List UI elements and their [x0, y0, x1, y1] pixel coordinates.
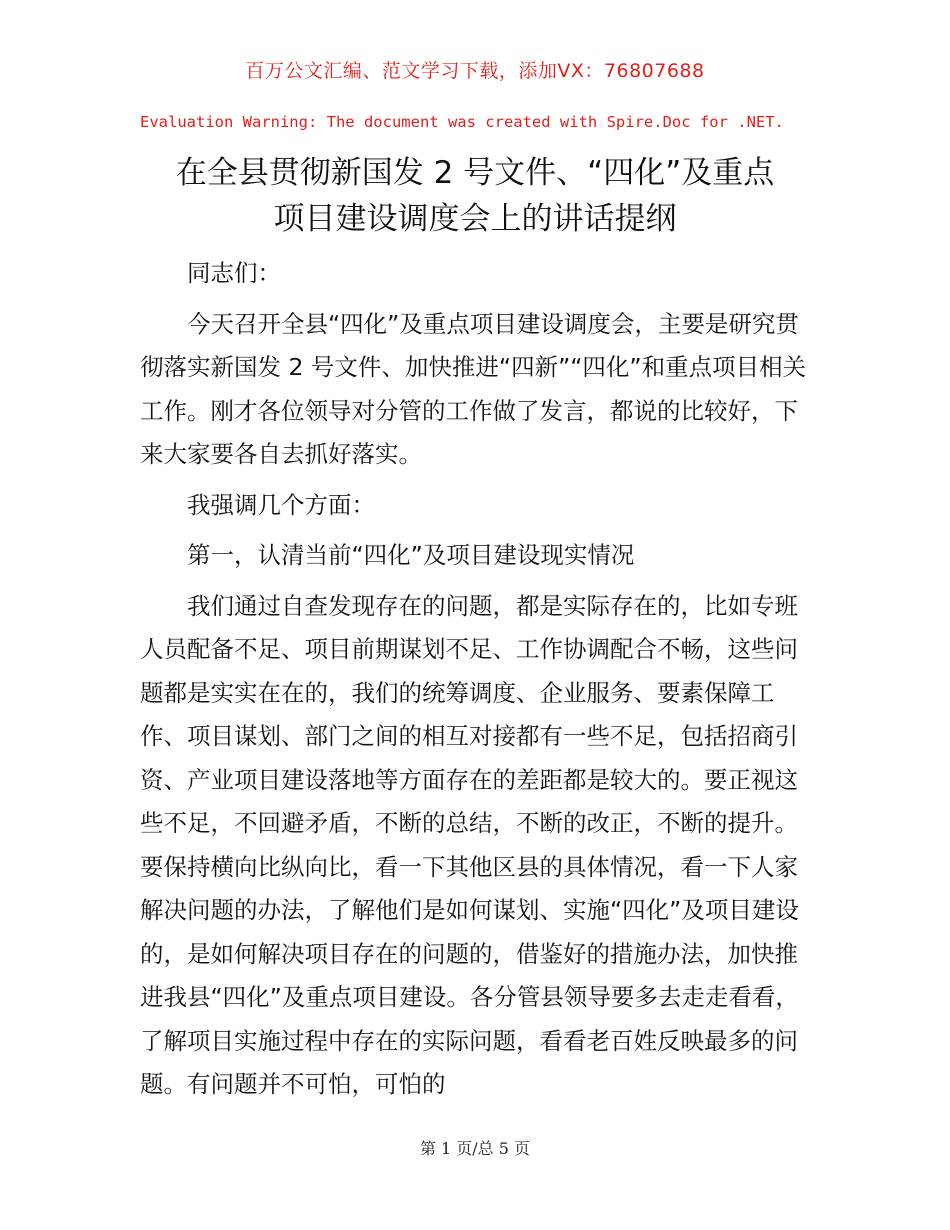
evaluation-warning: Evaluation Warning: The document was created with Spire.Doc for .NET.: [140, 113, 784, 131]
header-ad-banner: 百万公文汇编、范文学习下载，添加VX：76807688: [245, 60, 705, 82]
document-body: [140, 252, 815, 1107]
emphasis-paragraph: 我强调几个方面：: [187, 490, 375, 519]
greeting-paragraph: 同志们：: [187, 259, 281, 287]
title-line-2: 项目建设调度会上的讲话提纲: [273, 201, 677, 237]
issues-paragraph: 我们通过自查发现存在的问题，都是实际存在的，比如专班人员配备不足、项目前期谋划不足、工作协调配合不畅，这些问题都是实实在在的，我们的统筹调度、企业服务、要素保障工作、项目谋划、部门之间的相互对接都有一些不足，包括招商引资、产业项目建设落地等方面存在的差距都是较大的。要正视这些不足，不回避矛盾，不断的总结，不断的改正，不断的提升。要保持横向比纵向比，看一下其他区县的具体情况，看一下人家解决问题的办法，了解他们是如何谋划、实施“四化”及项目建设的，是如何解决项目存在的问题的，借鉴好的措施办法，加快推进我县“四化”及重点项目建设。各分管县领导要多去走走看看，了解项目实施过程中存在的实际问题，看看老百姓反映最多的问题。有问题并不可怕，可怕的: [140, 591, 799, 1098]
page-footer: 第 1 页/总 5 页: [419, 1139, 531, 1158]
title-line-1: 在全县贯彻新国发 2 号文件、“四化”及重点: [175, 155, 775, 191]
document-title: [100, 150, 850, 242]
section-heading-1: 第一，认清当前“四化”及项目建设现实情况: [187, 541, 635, 569]
intro-paragraph: 今天召开全县“四化”及重点项目建设调度会，主要是研究贯彻落实新国发 2 号文件、加快推进“四新”“四化”和重点项目相关工作。刚才各位领导对分管的工作做了发言，都说的比较好，下来大家要各自去抓好落实。: [140, 309, 807, 468]
